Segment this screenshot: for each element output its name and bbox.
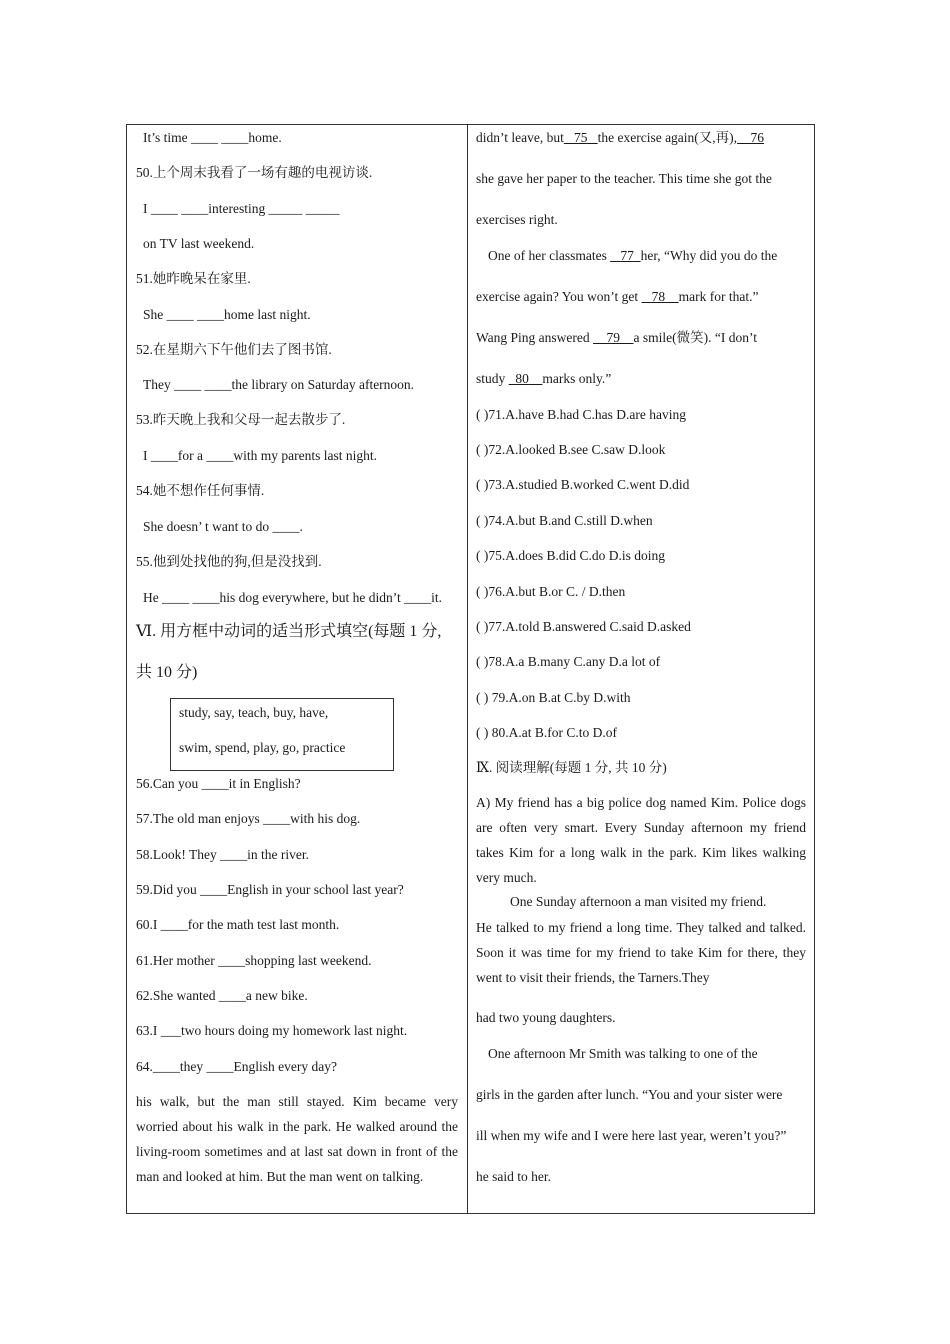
option-73: ( )73.A.studied B.worked C.went D.did: [476, 477, 690, 492]
q58: 58.Look! They ____in the river.: [136, 847, 309, 862]
q63: 63.I ___two hours doing my homework last night.: [136, 1023, 408, 1038]
q59: 59.Did you ____English in your school last year?: [136, 882, 404, 897]
option-76: ( )76.A.but B.or C. / D.then: [476, 584, 626, 599]
q55-english: He ____ ____his dog everywhere, but he didn’t ____it.: [143, 590, 442, 605]
cloze-line-4: One of her classmates 77 her, “Why did you do the: [488, 248, 778, 263]
reading-passage-a: A) My friend has a big police dog named Kim. Police dogs are often very smart. Every Sunday afternoon my friend takes Kim for a long walk in the park. Kim likes walking very much.: [476, 795, 806, 885]
worksheet-table: [126, 124, 815, 1214]
column-divider: [467, 125, 468, 1213]
word-box: [170, 698, 394, 771]
left-passage: his walk, but the man still stayed. Kim became very worried about his walk in the park. He walked around the living-room sometimes and at last sat down in front of the man and looked at him. But the man went on talking.: [136, 1094, 458, 1184]
reading-passage-a-3: He talked to my friend a long time. They talked and talked. Soon it was time for my friend to take Kim for there, they went to visit their friends, the Tarners.They: [476, 920, 806, 985]
cloze-line-2: she gave her paper to the teacher. This time she got the: [476, 171, 772, 186]
q50-chinese: 50.上个周末我看了一场有趣的电视访谈.: [136, 165, 373, 180]
section-6-heading: Ⅵ. 用方框中动词的适当形式填空(每题 1 分,: [136, 623, 442, 640]
q64: 64.____they ____English every day?: [136, 1059, 337, 1074]
q54-english: She doesn’ t want to do ____.: [143, 519, 303, 534]
q50-english-a: I ____ ____interesting _____ _____: [143, 201, 340, 216]
reading-passage-a-2: One Sunday afternoon a man visited my friend.: [510, 894, 767, 909]
q51-english: She ____ ____home last night.: [143, 307, 311, 322]
reading-passage-b-1: One afternoon Mr Smith was talking to one of the: [488, 1046, 758, 1061]
option-72: ( )72.A.looked B.see C.saw D.look: [476, 442, 666, 457]
reading-passage-b-4: he said to her.: [476, 1169, 551, 1184]
cloze-line-6: Wang Ping answered 79 a smile(微笑). “I don’t: [476, 330, 757, 345]
q55-chinese: 55.他到处找他的狗,但是没找到.: [136, 554, 322, 569]
q62: 62.She wanted ____a new bike.: [136, 988, 308, 1003]
q51-chinese: 51.她昨晚呆在家里.: [136, 271, 251, 286]
reading-passage-b-3: ill when my wife and I were here last year, weren’t you?”: [476, 1128, 787, 1143]
q52-chinese: 52.在星期六下午他们去了图书馆.: [136, 342, 332, 357]
option-80: ( ) 80.A.at B.for C.to D.of: [476, 725, 617, 740]
word-box-line-2: swim, spend, play, go, practice: [179, 740, 346, 755]
section-9-heading: Ⅸ. 阅读理解(每题 1 分, 共 10 分): [476, 760, 667, 775]
cloze-line-1: didn’t leave, but 75 the exercise again(又,再), 76: [476, 130, 765, 145]
cloze-line-3: exercises right.: [476, 212, 558, 227]
q60: 60.I ____for the math test last month.: [136, 917, 340, 932]
q54-chinese: 54.她不想作任何事情.: [136, 483, 265, 498]
reading-passage-a-4: had two young daughters.: [476, 1010, 616, 1025]
reading-passage-b-2: girls in the garden after lunch. “You and your sister were: [476, 1087, 783, 1102]
q50-english-b: on TV last weekend.: [143, 236, 255, 251]
q61: 61.Her mother ____shopping last weekend.: [136, 953, 372, 968]
line-its-time: It’s time ____ ____home.: [143, 130, 282, 145]
cloze-line-7: study 80 marks only.”: [476, 371, 612, 386]
q52-english: They ____ ____the library on Saturday afternoon.: [143, 377, 415, 392]
section-6-heading-cont: 共 10 分): [136, 664, 198, 681]
option-75: ( )75.A.does B.did C.do D.is doing: [476, 548, 665, 563]
option-78: ( )78.A.a B.many C.any D.a lot of: [476, 654, 661, 669]
option-79: ( ) 79.A.on B.at C.by D.with: [476, 690, 631, 705]
q56: 56.Can you ____it in English?: [136, 776, 301, 791]
word-box-line-1: study, say, teach, buy, have,: [179, 705, 329, 720]
q53-chinese: 53.昨天晚上我和父母一起去散步了.: [136, 412, 346, 427]
option-74: ( )74.A.but B.and C.still D.when: [476, 513, 653, 528]
q53-english: I ____for a ____with my parents last night.: [143, 448, 377, 463]
option-71: ( )71.A.have B.had C.has D.are having: [476, 407, 686, 422]
q57: 57.The old man enjoys ____with his dog.: [136, 811, 361, 826]
option-77: ( )77.A.told B.answered C.said D.asked: [476, 619, 691, 634]
cloze-line-5: exercise again? You won’t get 78 mark for that.”: [476, 289, 759, 304]
